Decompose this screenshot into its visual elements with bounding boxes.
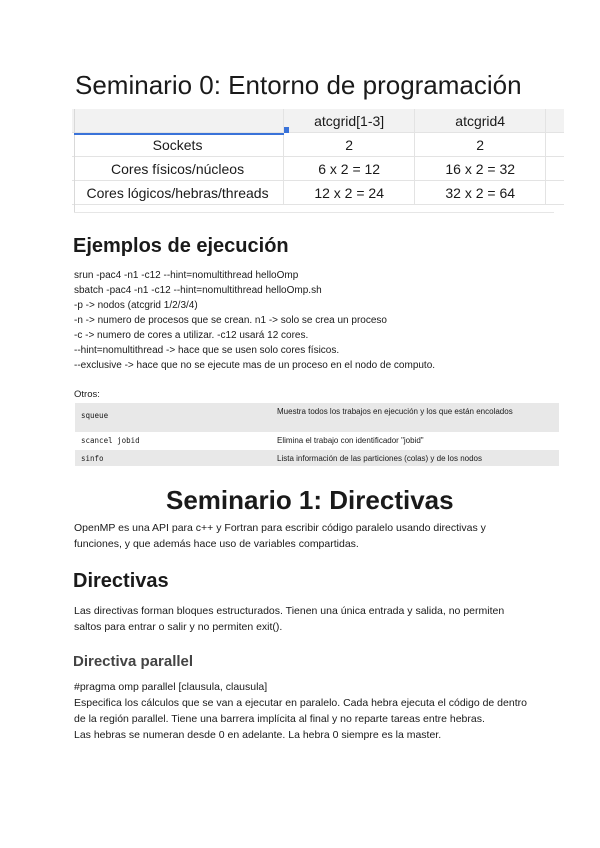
parallel-paragraph [74, 679, 534, 743]
directivas-paragraph: Las directivas forman bloques estructurados. Tienen una única entrada y salida, no permiten saltos para entrar o salir y no permiten exit(). [74, 605, 505, 633]
table-cell[interactable]: 6 x 2 = 12 [284, 157, 415, 181]
table-cell[interactable]: Cores físicos/núcleos [72, 157, 284, 181]
otros-label: Otros: [74, 389, 100, 400]
command-name: sinfo [81, 454, 104, 463]
table-row [72, 157, 564, 181]
command-name: squeue [81, 411, 109, 420]
table-cell[interactable] [546, 157, 564, 181]
command-row [75, 432, 559, 450]
ejemplo-line: -p -> nodos (atcgrid 1/2/3/4) [74, 300, 198, 311]
table-header-cell[interactable] [72, 109, 284, 133]
sheet-left-border [74, 109, 75, 212]
table-cell[interactable]: 12 x 2 = 24 [284, 181, 415, 205]
table-cell[interactable]: Cores lógicos/hebras/threads [72, 181, 284, 205]
section-heading-parallel: Directiva parallel [73, 653, 194, 670]
ejemplo-line: srun -pac4 -n1 -c12 --hint=nomultithread helloOmp [74, 270, 299, 281]
command-row [75, 450, 559, 466]
table-header-cell[interactable]: atcgrid4 [415, 109, 546, 133]
command-description: Lista información de las particiones (colas) y de los nodos [277, 454, 482, 463]
parallel-line: Especifica los cálculos que se van a ejecutar en paralelo. Cada hebra ejecuta el código de dentro de la región parallel. Tiene una barrera implícita al final y no reparte tareas entre hebras. [74, 697, 527, 725]
command-description: Elimina el trabajo con identificador "jobid" [277, 436, 424, 445]
table-row [72, 181, 564, 205]
command-name: scancel jobid [81, 436, 140, 445]
table-row [72, 133, 564, 157]
table-cell[interactable]: 32 x 2 = 64 [415, 181, 546, 205]
command-row [75, 403, 559, 432]
ejemplo-line: --hint=nomultithread -> hace que se usen solo cores físicos. [74, 345, 340, 356]
parallel-line: Las hebras se numeran desde 0 en adelante. La hebra 0 siempre es la master. [74, 729, 442, 741]
page-title: Seminario 0: Entorno de programación [75, 70, 522, 100]
ejemplos-list [74, 268, 435, 373]
parallel-line: #pragma omp parallel [clausula, clausula] [74, 681, 268, 693]
table-cell[interactable]: 16 x 2 = 32 [415, 157, 546, 181]
spreadsheet-table[interactable] [72, 109, 564, 212]
section-heading-ejemplos: Ejemplos de ejecución [73, 235, 289, 257]
section-heading-directivas: Directivas [73, 570, 169, 592]
intro-paragraph: OpenMP es una API para c++ y Fortran para escribir código paralelo usando directivas y funciones, y que además hace uso de variables compartidas. [74, 522, 486, 550]
ejemplo-line: -c -> numero de cores a utilizar. -c12 usará 12 cores. [74, 330, 309, 341]
table-cell[interactable]: 2 [284, 133, 415, 157]
table-cell[interactable] [546, 133, 564, 157]
cell-selection-border [74, 133, 284, 135]
command-description: Muestra todos los trabajos en ejecución y los que están encolados [277, 407, 513, 416]
ejemplo-line: -n -> numero de procesos que se crean. n1 -> solo se crea un proceso [74, 315, 387, 326]
ejemplo-line: --exclusive -> hace que no se ejecute mas de un proceso en el nodo de computo. [74, 360, 436, 371]
table-cell[interactable]: 2 [415, 133, 546, 157]
seminario1-title: Seminario 1: Directivas [166, 485, 454, 515]
table-header-cell[interactable]: atcgrid[1-3] [284, 109, 415, 133]
sheet-row-divider [74, 212, 554, 213]
table-cell[interactable]: Sockets [72, 133, 284, 157]
ejemplo-line: sbatch -pac4 -n1 -c12 --hint=nomultithread helloOmp.sh [74, 285, 322, 296]
table-cell[interactable] [546, 181, 564, 205]
cell-selection-handle[interactable] [284, 127, 289, 133]
table-header-row [72, 109, 564, 133]
table-header-cell[interactable] [546, 109, 564, 133]
